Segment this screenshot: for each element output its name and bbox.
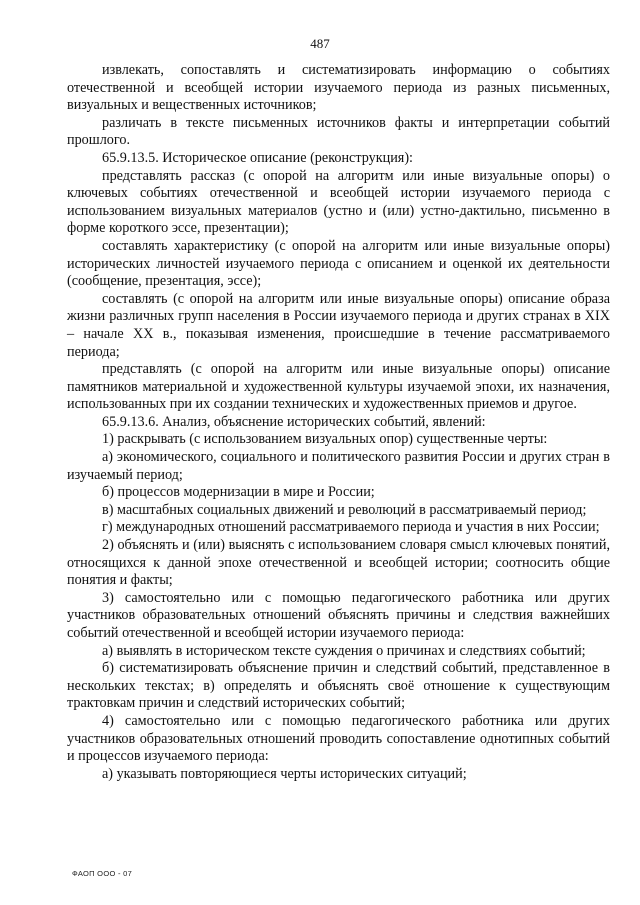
paragraph: в) масштабных социальных движений и революций в рассматриваемый период; — [102, 501, 587, 518]
paragraph: 2) объяснять и (или) выяснять с использованием словаря смысл ключевых понятий, относящихся к данной эпохе отечественной и всеобщей истории; соотносить общие понятия и факты; — [67, 537, 610, 589]
page-number: 487 — [310, 36, 330, 51]
paragraph: а) выявлять в историческом тексте суждения о причинах и следствиях событий; — [102, 642, 586, 659]
paragraph: составлять (с опорой на алгоритм или иные визуальные опоры) описание образа жизни различных групп населения в России изучаемого периода и других странах в XIX – начале XX в., показывая изменения, происшедшие в течение рассматриваемого периода; — [67, 290, 610, 360]
paragraph: 4) самостоятельно или с помощью педагогического работника или других участников образовательных отношений проводить сопоставление однотипных событий и процессов изучаемого периода: — [67, 712, 610, 765]
footer-code: ФАОП ООО - 07 — [72, 869, 133, 878]
paragraph: различать в тексте письменных источников факты и интерпретации событий прошлого. — [67, 114, 610, 149]
paragraph: 3) самостоятельно или с помощью педагогического работника или других участников образовательных отношений объяснять причины и следствия важнейших событий отечественной и всеобщей истории изучаемого периода: — [67, 589, 610, 641]
paragraph: представлять (с опорой на алгоритм или иные визуальные опоры) описание памятников материальной и художественной культуры изучаемой эпохи, их назначения, использованных при их создании технических и художественных приемов и другое. — [67, 361, 610, 413]
paragraph: извлекать, сопоставлять и систематизировать информацию о событиях отечественной и всеобщей истории изучаемого периода из разных письменных, визуальных и вещественных источников; — [67, 62, 610, 114]
paragraph: г) международных отношений рассматриваемого периода и участия в них России; — [102, 519, 600, 536]
paragraph: 1) раскрывать (с использованием визуальных опор) существенные черты: — [102, 431, 548, 448]
paragraph: б) систематизировать объяснение причин и следствий событий, представленное в нескольких текстах; в) определять и объяснять своё отношение к существующим трактовкам причин и следствий исторических событий; — [67, 660, 610, 712]
paragraph: 65.9.13.6. Анализ, объяснение исторических событий, явлений: — [102, 413, 486, 430]
paragraph: представлять рассказ (с опорой на алгоритм или иные визуальные опоры) о ключевых событиях отечественной и всеобщей истории изучаемого периода с использованием визуальных материалов (устно и (или) устно-дактильно, письменно в форме короткого эссе, презентации); — [67, 167, 610, 237]
paragraph: а) экономического, социального и политического развития России и других стран в изучаемый период; — [67, 449, 610, 483]
paragraph: б) процессов модернизации в мире и России; — [102, 484, 375, 501]
paragraph: составлять характеристику (с опорой на алгоритм или иные визуальные опоры) исторических личностей изучаемого периода с описанием и оценкой их деятельности (сообщение, презентация, эссе); — [67, 237, 610, 290]
document-body — [67, 62, 610, 783]
paragraph: 65.9.13.5. Историческое описание (реконструкция): — [102, 149, 413, 166]
paragraph: а) указывать повторяющиеся черты исторических ситуаций; — [102, 765, 467, 782]
